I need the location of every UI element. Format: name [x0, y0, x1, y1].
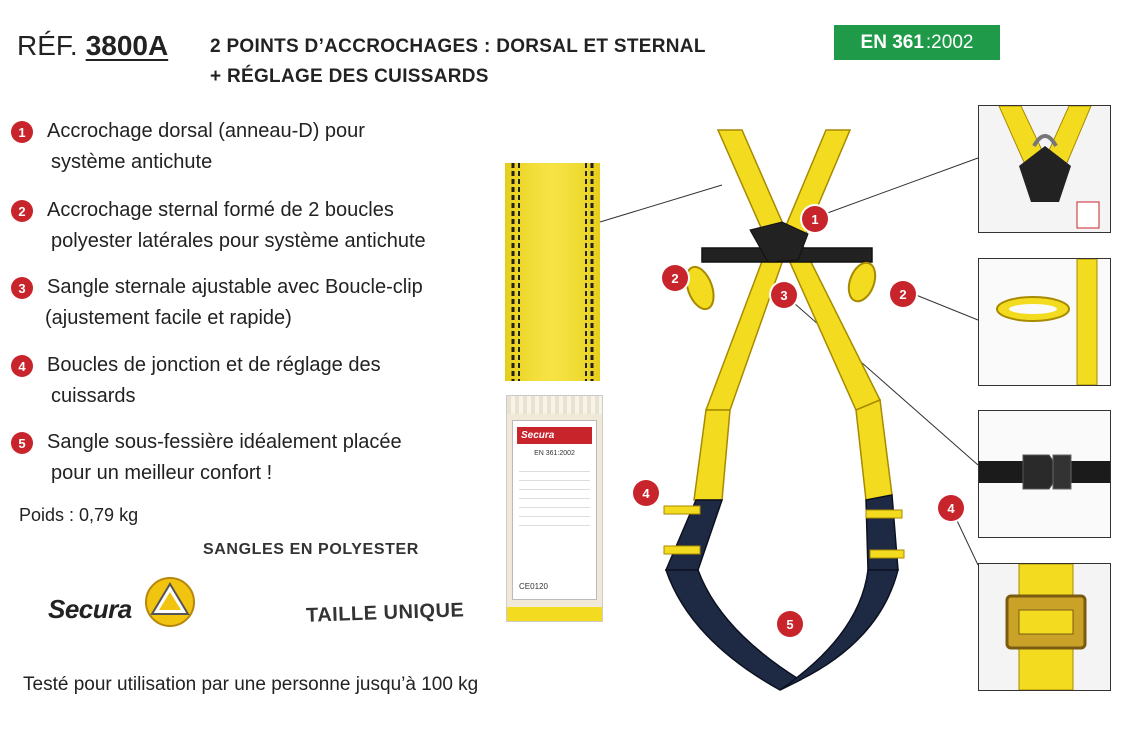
- feature-number-badge: 5: [11, 432, 33, 454]
- standard-year: :2002: [925, 31, 974, 53]
- material-text: SANGLES EN POLYESTER: [203, 541, 419, 558]
- feature-text: Sangle sous-fessière idéalement placée: [47, 431, 402, 453]
- marker-5: 5: [777, 611, 803, 637]
- reference-prefix: RÉF.: [17, 30, 78, 61]
- label-ce-mark: CE0120: [519, 582, 548, 591]
- feature-text-cont: polyester latérales pour système antichute: [51, 230, 426, 252]
- title-line-1: 2 POINTS D’ACCROCHAGES : DORSAL ET STERNAL: [210, 36, 706, 57]
- inset-buckle-clip: [978, 410, 1111, 538]
- feature-number-badge: 2: [11, 200, 33, 222]
- feature-text-cont: pour un meilleur confort !: [51, 462, 273, 484]
- marker-2: 2: [662, 265, 688, 291]
- standard-code: EN 361: [860, 31, 924, 53]
- feature-text-cont: système antichute: [51, 151, 213, 173]
- dorsal-ring-icon: [979, 106, 1110, 232]
- feature-text: Accrochage sternal formé de 2 boucles: [47, 199, 394, 221]
- title-line-2: + RÉGLAGE DES CUISSARDS: [210, 66, 489, 87]
- label-standard: EN 361:2002: [534, 450, 575, 457]
- weight-text: Poids : 0,79 kg: [19, 505, 139, 525]
- feature-number-badge: 4: [11, 355, 33, 377]
- leg-buckle-icon: [979, 564, 1110, 690]
- sternal-loop-icon: [979, 259, 1110, 385]
- inset-leg-buckle: [978, 563, 1111, 691]
- harness-illustration: [630, 110, 930, 700]
- feature-text: Sangle sternale ajustable avec Boucle-clip: [47, 276, 423, 298]
- marker-4: 4: [633, 480, 659, 506]
- feature-text: Boucles de jonction et de réglage des: [47, 354, 381, 376]
- buckle-clip-icon: [979, 411, 1110, 537]
- inset-dorsal-ring: [978, 105, 1111, 233]
- size-text: TAILLE UNIQUE: [305, 599, 465, 627]
- inset-sternal-loop: [978, 258, 1111, 386]
- secura-logo-text: Secura: [48, 594, 132, 624]
- feature-number-badge: 1: [11, 121, 33, 143]
- feature-number-badge: 3: [11, 277, 33, 299]
- feature-text-cont: cuissards: [51, 385, 136, 407]
- marker-3: 3: [771, 282, 797, 308]
- reference-number: 3800A: [85, 30, 169, 61]
- feature-text-cont: (ajustement facile et rapide): [45, 307, 292, 329]
- tested-text: Testé pour utilisation par une personne jusqu’à 100 kg: [23, 674, 479, 695]
- feature-text: Accrochage dorsal (anneau-D) pour: [47, 120, 365, 142]
- label-brand: Secura: [517, 427, 592, 444]
- marker-4-right: 4: [938, 495, 964, 521]
- marker-2-right: 2: [890, 281, 916, 307]
- marker-1: 1: [802, 206, 828, 232]
